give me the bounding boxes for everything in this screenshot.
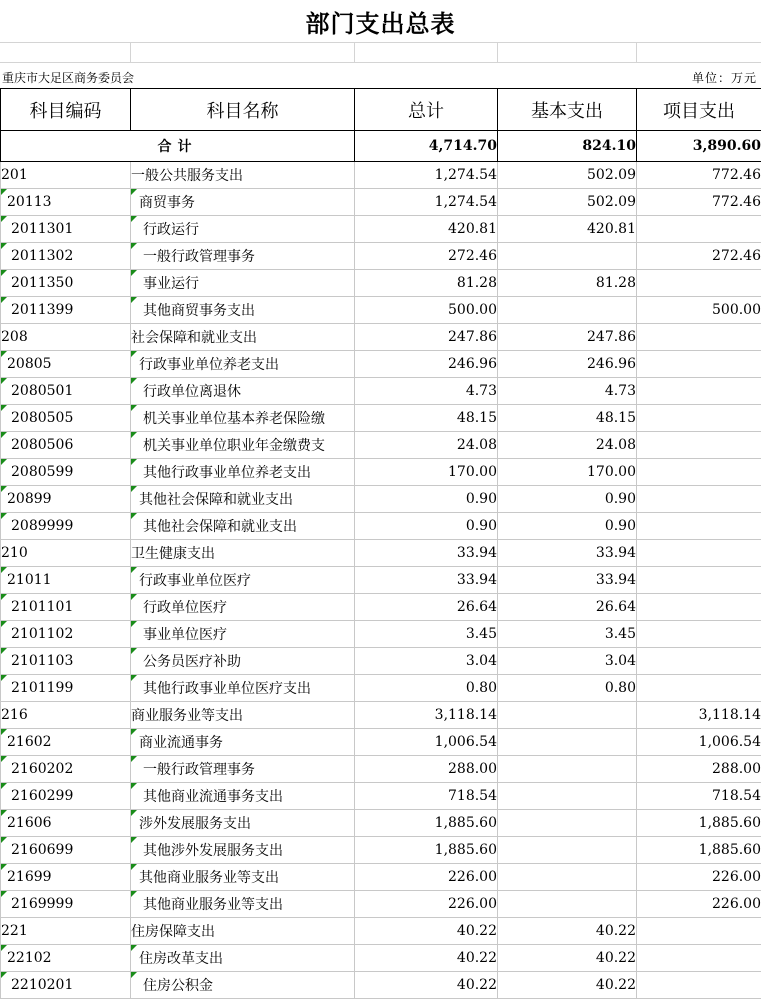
cell-basic: 246.96 bbox=[498, 351, 637, 378]
cell-project: 1,006.54 bbox=[637, 729, 761, 756]
cell-total: 420.81 bbox=[355, 216, 498, 243]
cell-code: 22102 bbox=[1, 945, 131, 972]
cell-total: 26.64 bbox=[355, 594, 498, 621]
cell-total: 4.73 bbox=[355, 378, 498, 405]
cell-project: 1,885.60 bbox=[637, 810, 761, 837]
total-label: 合计 bbox=[1, 131, 355, 162]
cell-name: 行政事业单位医疗 bbox=[131, 567, 355, 594]
table-row bbox=[1, 702, 761, 729]
cell-basic bbox=[498, 783, 637, 810]
cell-project bbox=[637, 945, 761, 972]
cell-name: 社会保障和就业支出 bbox=[131, 324, 355, 351]
cell-code: 2160299 bbox=[1, 783, 131, 810]
cell-project bbox=[637, 675, 761, 702]
cell-project: 3,118.14 bbox=[637, 702, 761, 729]
grid-line bbox=[354, 42, 355, 62]
cell-code: 20805 bbox=[1, 351, 131, 378]
page-title: 部门支出总表 bbox=[305, 9, 456, 38]
cell-name: 行政单位离退休 bbox=[131, 378, 355, 405]
table-row bbox=[1, 918, 761, 945]
cell-name: 其他商业服务业等支出 bbox=[131, 891, 355, 918]
table-row bbox=[1, 540, 761, 567]
grid-line bbox=[636, 42, 637, 62]
cell-total: 246.96 bbox=[355, 351, 498, 378]
cell-basic: 33.94 bbox=[498, 567, 637, 594]
cell-total: 3,118.14 bbox=[355, 702, 498, 729]
cell-code: 21602 bbox=[1, 729, 131, 756]
cell-code: 2011301 bbox=[1, 216, 131, 243]
cell-name: 行政事业单位养老支出 bbox=[131, 351, 355, 378]
cell-basic: 0.90 bbox=[498, 513, 637, 540]
cell-total: 1,274.54 bbox=[355, 162, 498, 189]
cell-basic: 40.22 bbox=[498, 918, 637, 945]
header-code: 科目编码 bbox=[1, 89, 131, 131]
table-row bbox=[1, 459, 761, 486]
cell-name: 其他涉外发展服务支出 bbox=[131, 837, 355, 864]
cell-basic bbox=[498, 297, 637, 324]
table-row bbox=[1, 567, 761, 594]
cell-name: 商贸事务 bbox=[131, 189, 355, 216]
cell-project bbox=[637, 216, 761, 243]
table-row bbox=[1, 243, 761, 270]
blank-row bbox=[0, 42, 761, 62]
cell-code: 21606 bbox=[1, 810, 131, 837]
cell-basic bbox=[498, 891, 637, 918]
cell-project bbox=[637, 486, 761, 513]
cell-code: 216 bbox=[1, 702, 131, 729]
table-row bbox=[1, 621, 761, 648]
cell-code: 2011302 bbox=[1, 243, 131, 270]
info-row bbox=[0, 62, 761, 89]
table-row bbox=[1, 351, 761, 378]
table-row bbox=[1, 405, 761, 432]
cell-basic: 502.09 bbox=[498, 162, 637, 189]
table-row bbox=[1, 945, 761, 972]
grid-line bbox=[497, 42, 498, 62]
cell-basic: 420.81 bbox=[498, 216, 637, 243]
cell-project bbox=[637, 594, 761, 621]
cell-basic: 81.28 bbox=[498, 270, 637, 297]
cell-code: 2210201 bbox=[1, 972, 131, 999]
cell-code: 208 bbox=[1, 324, 131, 351]
cell-code: 2011350 bbox=[1, 270, 131, 297]
table-row bbox=[1, 216, 761, 243]
table-row bbox=[1, 189, 761, 216]
grid-line bbox=[130, 42, 131, 62]
cell-name: 事业单位医疗 bbox=[131, 621, 355, 648]
cell-total: 1,885.60 bbox=[355, 837, 498, 864]
cell-total: 226.00 bbox=[355, 864, 498, 891]
cell-total: 3.04 bbox=[355, 648, 498, 675]
cell-code: 2160699 bbox=[1, 837, 131, 864]
cell-name: 其他行政事业单位医疗支出 bbox=[131, 675, 355, 702]
cell-code: 2011399 bbox=[1, 297, 131, 324]
cell-basic bbox=[498, 243, 637, 270]
cell-project bbox=[637, 567, 761, 594]
cell-total: 500.00 bbox=[355, 297, 498, 324]
cell-project: 772.46 bbox=[637, 162, 761, 189]
cell-basic: 247.86 bbox=[498, 324, 637, 351]
cell-name: 机关事业单位职业年金缴费支 bbox=[131, 432, 355, 459]
table-row bbox=[1, 972, 761, 999]
table-row bbox=[1, 378, 761, 405]
cell-basic: 170.00 bbox=[498, 459, 637, 486]
cell-basic: 4.73 bbox=[498, 378, 637, 405]
cell-basic bbox=[498, 810, 637, 837]
cell-name: 行政单位医疗 bbox=[131, 594, 355, 621]
cell-project: 272.46 bbox=[637, 243, 761, 270]
cell-code: 210 bbox=[1, 540, 131, 567]
header-total: 总计 bbox=[355, 89, 498, 131]
cell-basic bbox=[498, 729, 637, 756]
cell-basic bbox=[498, 864, 637, 891]
cell-code: 2080505 bbox=[1, 405, 131, 432]
cell-project: 772.46 bbox=[637, 189, 761, 216]
cell-code: 2101103 bbox=[1, 648, 131, 675]
cell-basic: 3.04 bbox=[498, 648, 637, 675]
cell-total: 170.00 bbox=[355, 459, 498, 486]
cell-total: 718.54 bbox=[355, 783, 498, 810]
cell-total: 0.90 bbox=[355, 486, 498, 513]
cell-project: 288.00 bbox=[637, 756, 761, 783]
cell-name: 事业运行 bbox=[131, 270, 355, 297]
table-row bbox=[1, 486, 761, 513]
header-row bbox=[1, 89, 761, 131]
expenditure-table bbox=[0, 88, 761, 999]
cell-name: 住房改革支出 bbox=[131, 945, 355, 972]
cell-name: 其他商业流通事务支出 bbox=[131, 783, 355, 810]
cell-name: 一般公共服务支出 bbox=[131, 162, 355, 189]
total-basic: 824.10 bbox=[498, 131, 637, 162]
table-row bbox=[1, 891, 761, 918]
cell-code: 221 bbox=[1, 918, 131, 945]
total-project: 3,890.60 bbox=[637, 131, 761, 162]
table-row bbox=[1, 513, 761, 540]
cell-total: 0.90 bbox=[355, 513, 498, 540]
cell-total: 3.45 bbox=[355, 621, 498, 648]
cell-name: 涉外发展服务支出 bbox=[131, 810, 355, 837]
cell-name: 一般行政管理事务 bbox=[131, 243, 355, 270]
cell-code: 2089999 bbox=[1, 513, 131, 540]
cell-total: 81.28 bbox=[355, 270, 498, 297]
cell-code: 2101101 bbox=[1, 594, 131, 621]
cell-total: 1,274.54 bbox=[355, 189, 498, 216]
cell-project bbox=[637, 648, 761, 675]
cell-project: 718.54 bbox=[637, 783, 761, 810]
table-row bbox=[1, 837, 761, 864]
cell-project bbox=[637, 972, 761, 999]
cell-total: 40.22 bbox=[355, 972, 498, 999]
title-row bbox=[0, 0, 761, 43]
cell-total: 48.15 bbox=[355, 405, 498, 432]
cell-code: 21011 bbox=[1, 567, 131, 594]
cell-project: 1,885.60 bbox=[637, 837, 761, 864]
table-row bbox=[1, 594, 761, 621]
table-row bbox=[1, 324, 761, 351]
unit-name: 重庆市大足区商务委员会 bbox=[2, 71, 135, 85]
cell-project bbox=[637, 405, 761, 432]
cell-name: 住房保障支出 bbox=[131, 918, 355, 945]
table-row bbox=[1, 648, 761, 675]
cell-name: 其他社会保障和就业支出 bbox=[131, 486, 355, 513]
cell-project bbox=[637, 432, 761, 459]
header-project: 项目支出 bbox=[637, 89, 761, 131]
cell-project bbox=[637, 621, 761, 648]
table-row bbox=[1, 756, 761, 783]
cell-name: 公务员医疗补助 bbox=[131, 648, 355, 675]
cell-code: 2160202 bbox=[1, 756, 131, 783]
table-row bbox=[1, 675, 761, 702]
cell-project bbox=[637, 270, 761, 297]
cell-basic bbox=[498, 702, 637, 729]
cell-total: 247.86 bbox=[355, 324, 498, 351]
cell-basic: 0.90 bbox=[498, 486, 637, 513]
cell-total: 0.80 bbox=[355, 675, 498, 702]
cell-total: 288.00 bbox=[355, 756, 498, 783]
cell-total: 24.08 bbox=[355, 432, 498, 459]
cell-basic bbox=[498, 756, 637, 783]
table-row bbox=[1, 270, 761, 297]
cell-project: 500.00 bbox=[637, 297, 761, 324]
cell-project bbox=[637, 378, 761, 405]
cell-basic: 48.15 bbox=[498, 405, 637, 432]
cell-code: 2169999 bbox=[1, 891, 131, 918]
total-row bbox=[1, 131, 761, 162]
cell-name: 机关事业单位基本养老保险缴 bbox=[131, 405, 355, 432]
cell-name: 其他商业服务业等支出 bbox=[131, 864, 355, 891]
cell-code: 2080506 bbox=[1, 432, 131, 459]
cell-project bbox=[637, 351, 761, 378]
cell-basic: 40.22 bbox=[498, 972, 637, 999]
cell-code: 20113 bbox=[1, 189, 131, 216]
header-basic: 基本支出 bbox=[498, 89, 637, 131]
cell-total: 40.22 bbox=[355, 945, 498, 972]
cell-code: 2101102 bbox=[1, 621, 131, 648]
cell-name: 卫生健康支出 bbox=[131, 540, 355, 567]
cell-total: 33.94 bbox=[355, 540, 498, 567]
table-row bbox=[1, 783, 761, 810]
cell-total: 40.22 bbox=[355, 918, 498, 945]
header-name: 科目名称 bbox=[131, 89, 355, 131]
cell-project bbox=[637, 918, 761, 945]
cell-code: 20899 bbox=[1, 486, 131, 513]
cell-basic: 26.64 bbox=[498, 594, 637, 621]
cell-basic: 24.08 bbox=[498, 432, 637, 459]
cell-basic bbox=[498, 837, 637, 864]
cell-name: 其他社会保障和就业支出 bbox=[131, 513, 355, 540]
table-row bbox=[1, 162, 761, 189]
total-total: 4,714.70 bbox=[355, 131, 498, 162]
cell-total: 226.00 bbox=[355, 891, 498, 918]
cell-name: 其他商贸事务支出 bbox=[131, 297, 355, 324]
cell-project bbox=[637, 540, 761, 567]
cell-basic: 40.22 bbox=[498, 945, 637, 972]
cell-basic: 3.45 bbox=[498, 621, 637, 648]
cell-code: 2080501 bbox=[1, 378, 131, 405]
cell-name: 商业流通事务 bbox=[131, 729, 355, 756]
unit-label: 单位：万元 bbox=[691, 71, 757, 85]
table-row bbox=[1, 810, 761, 837]
cell-name: 商业服务业等支出 bbox=[131, 702, 355, 729]
table-row bbox=[1, 297, 761, 324]
cell-project: 226.00 bbox=[637, 891, 761, 918]
cell-project: 226.00 bbox=[637, 864, 761, 891]
cell-project bbox=[637, 513, 761, 540]
cell-project bbox=[637, 324, 761, 351]
table-row bbox=[1, 864, 761, 891]
cell-total: 272.46 bbox=[355, 243, 498, 270]
cell-project bbox=[637, 459, 761, 486]
cell-total: 1,006.54 bbox=[355, 729, 498, 756]
cell-name: 其他行政事业单位养老支出 bbox=[131, 459, 355, 486]
cell-name: 行政运行 bbox=[131, 216, 355, 243]
table-row bbox=[1, 729, 761, 756]
cell-code: 21699 bbox=[1, 864, 131, 891]
cell-basic: 502.09 bbox=[498, 189, 637, 216]
cell-basic: 33.94 bbox=[498, 540, 637, 567]
cell-code: 2101199 bbox=[1, 675, 131, 702]
cell-basic: 0.80 bbox=[498, 675, 637, 702]
cell-total: 33.94 bbox=[355, 567, 498, 594]
cell-code: 2080599 bbox=[1, 459, 131, 486]
cell-name: 住房公积金 bbox=[131, 972, 355, 999]
cell-name: 一般行政管理事务 bbox=[131, 756, 355, 783]
cell-total: 1,885.60 bbox=[355, 810, 498, 837]
table-row bbox=[1, 432, 761, 459]
cell-code: 201 bbox=[1, 162, 131, 189]
